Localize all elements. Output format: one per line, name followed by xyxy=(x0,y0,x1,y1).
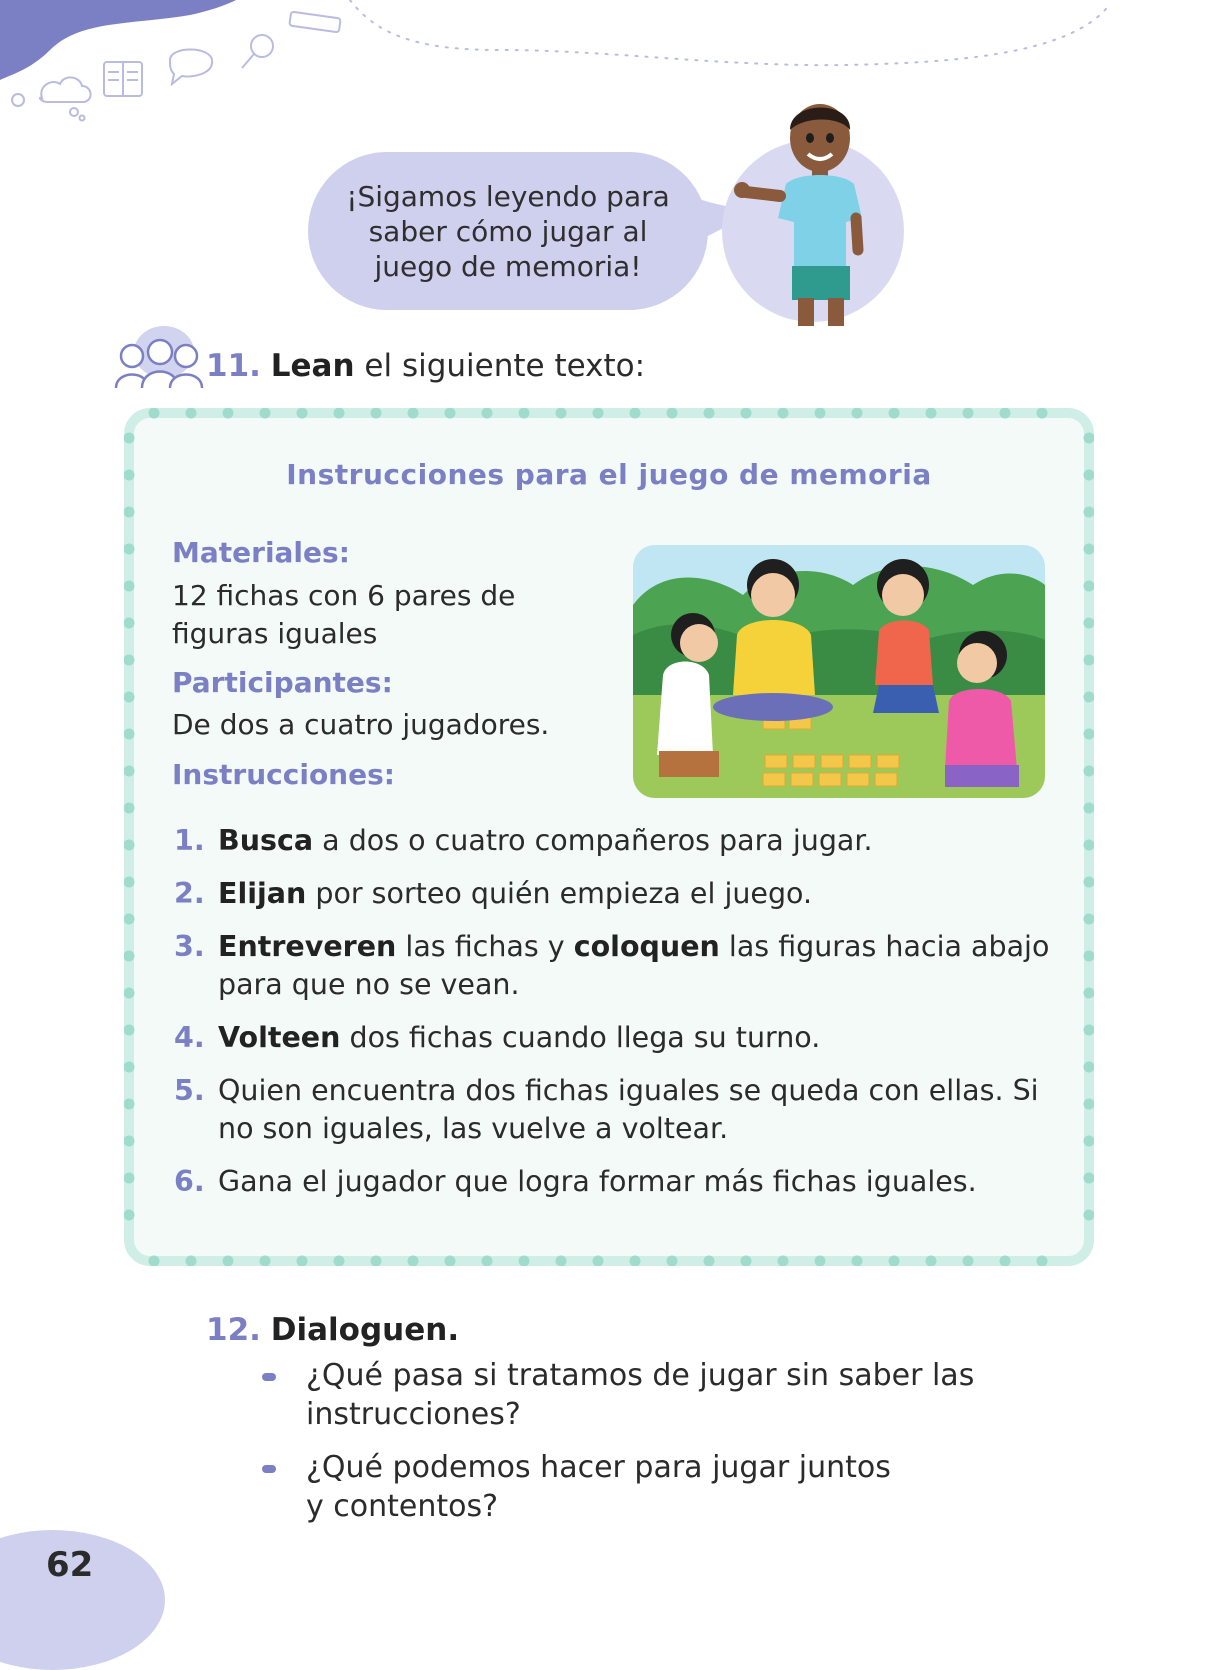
step-text-2: las figuras hacia abajo para que no se vean. xyxy=(218,930,1050,1001)
step-6 xyxy=(174,1163,1054,1201)
step-5 xyxy=(174,1072,1054,1148)
step-verb: Entreveren xyxy=(218,930,397,963)
step-text: a dos o cuatro compañeros para jugar. xyxy=(313,824,873,857)
activity-title: Dialoguen. xyxy=(270,1312,460,1348)
step-text: Quien encuentra dos fichas iguales se queda con ellas. Si no son iguales, las vuelve a voltear. xyxy=(218,1074,1039,1145)
children-playing-illustration xyxy=(633,545,1045,798)
question-line-1: ¿Qué podemos hacer para jugar juntos xyxy=(306,1450,891,1485)
step-number: 2. xyxy=(174,877,205,910)
instructions-list xyxy=(174,822,1054,1216)
bullet-icon xyxy=(262,1465,276,1473)
step-1 xyxy=(174,822,1054,860)
participants-text: De dos a cuatro jugadores. xyxy=(172,708,550,741)
speech-line-1: ¡Sigamos leyendo para xyxy=(346,179,670,213)
participants-label: Participantes: xyxy=(172,666,393,699)
question-1 xyxy=(262,1356,1022,1434)
step-number: 3. xyxy=(174,930,205,963)
bullet-icon xyxy=(262,1373,276,1381)
materials-line-2: figuras iguales xyxy=(172,617,378,650)
activity-text: el siguiente texto: xyxy=(354,348,646,384)
step-text: dos fichas cuando llega su turno. xyxy=(340,1021,821,1054)
step-number: 1. xyxy=(174,824,205,857)
speech-line-2: saber cómo jugar al xyxy=(368,214,648,248)
boy-illustration xyxy=(728,100,898,326)
step-number: 5. xyxy=(174,1074,205,1107)
speech-line-3: juego de memoria! xyxy=(374,249,642,283)
step-verb: Busca xyxy=(218,824,314,857)
step-text: las fichas y xyxy=(396,930,574,963)
step-verb-2: coloquen xyxy=(573,930,720,963)
step-4 xyxy=(174,1019,1054,1057)
step-verb: Volteen xyxy=(218,1021,341,1054)
activity-number: 11. xyxy=(206,348,261,384)
group-work-icon xyxy=(112,326,206,390)
step-text: Gana el jugador que logra formar más fichas iguales. xyxy=(218,1165,977,1198)
speech-bubble xyxy=(308,152,708,310)
activity-verb: Lean xyxy=(270,348,355,384)
doodle-icons xyxy=(0,0,1215,140)
materials-label: Materiales: xyxy=(172,536,350,569)
question-line-1: ¿Qué pasa si tratamos de jugar sin saber las xyxy=(306,1358,975,1393)
instructions-label: Instrucciones: xyxy=(172,758,395,791)
materials-line-1: 12 fichas con 6 pares de xyxy=(172,579,516,612)
activity-11-heading xyxy=(206,346,645,386)
page-number: 62 xyxy=(46,1545,94,1585)
question-line-2: instrucciones? xyxy=(306,1397,521,1432)
step-number: 6. xyxy=(174,1165,205,1198)
step-verb: Elijan xyxy=(218,877,307,910)
step-3 xyxy=(174,928,1054,1004)
question-2 xyxy=(262,1448,1022,1526)
step-2 xyxy=(174,875,1054,913)
box-title: Instrucciones para el juego de memoria xyxy=(286,458,932,491)
question-line-2: y contentos? xyxy=(306,1489,499,1524)
discussion-questions xyxy=(262,1356,1022,1540)
activity-12-heading xyxy=(206,1310,459,1350)
activity-number: 12. xyxy=(206,1312,261,1348)
step-text: por sorteo quién empieza el juego. xyxy=(306,877,813,910)
step-number: 4. xyxy=(174,1021,205,1054)
